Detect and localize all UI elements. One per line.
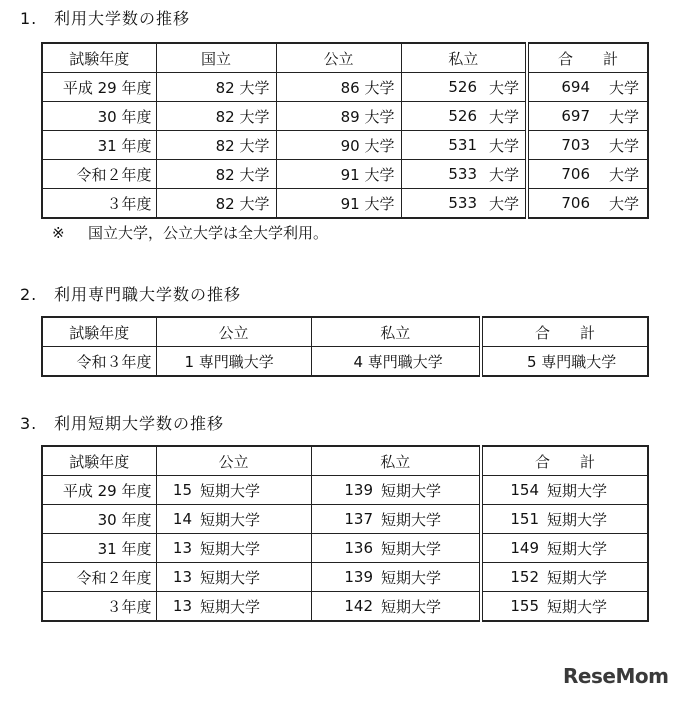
cell-public: 90 大学 <box>276 131 401 160</box>
footnote <box>52 222 328 243</box>
cell-total-unit: 短期大学 <box>545 476 648 505</box>
cell-total-num: 154 <box>481 476 545 505</box>
cell-private-num: 533 <box>401 160 483 189</box>
cell-private-num: 531 <box>401 131 483 160</box>
cell-public: 89 大学 <box>276 102 401 131</box>
header-national: 国立 <box>156 43 276 73</box>
section2-title <box>20 282 241 305</box>
cell-private-unit: 短期大学 <box>379 592 481 622</box>
header-total: 合 計 <box>481 446 648 476</box>
cell-total-num: 703 <box>527 131 596 160</box>
junior-college-table <box>41 445 649 622</box>
cell-total-unit: 大学 <box>596 189 648 219</box>
cell-national: 82 大学 <box>156 160 276 189</box>
cell-private-num: 136 <box>311 534 379 563</box>
cell-total-unit: 短期大学 <box>545 505 648 534</box>
cell-year: 令和２年度 <box>42 160 156 189</box>
cell-public-unit: 短期大学 <box>198 592 311 622</box>
cell-private-num: 533 <box>401 189 483 219</box>
cell-public: 1 専門職大学 <box>156 347 311 377</box>
cell-year: 平成 29 年度 <box>42 73 156 102</box>
university-count-table <box>41 42 649 219</box>
cell-national: 82 大学 <box>156 189 276 219</box>
cell-private-unit: 大学 <box>483 189 527 219</box>
cell-year: ３年度 <box>42 189 156 219</box>
cell-private-unit: 短期大学 <box>379 563 481 592</box>
table-row <box>42 563 648 592</box>
section1-title-text: 利用大学数の推移 <box>54 9 191 28</box>
cell-private-num: 139 <box>311 563 379 592</box>
header-total: 合 計 <box>481 317 648 347</box>
cell-total-num: 697 <box>527 102 596 131</box>
cell-private-num: 526 <box>401 102 483 131</box>
cell-year: 31 年度 <box>42 131 156 160</box>
cell-total-unit: 短期大学 <box>545 592 648 622</box>
table-row <box>42 592 648 622</box>
cell-private: 4 専門職大学 <box>311 347 481 377</box>
header-private: 私立 <box>311 317 481 347</box>
cell-private-unit: 短期大学 <box>379 476 481 505</box>
table-row <box>42 160 648 189</box>
cell-total-num: 155 <box>481 592 545 622</box>
header-year: 試験年度 <box>42 43 156 73</box>
cell-public-unit: 短期大学 <box>198 476 311 505</box>
table-row <box>42 505 648 534</box>
cell-public: 86 大学 <box>276 73 401 102</box>
table-header-row <box>42 43 648 73</box>
header-public: 公立 <box>276 43 401 73</box>
header-year: 試験年度 <box>42 446 156 476</box>
cell-year: ３年度 <box>42 592 156 622</box>
header-year: 試験年度 <box>42 317 156 347</box>
logo-text-a: Rese <box>563 664 616 688</box>
cell-total-num: 151 <box>481 505 545 534</box>
cell-private-num: 142 <box>311 592 379 622</box>
cell-public: 91 大学 <box>276 160 401 189</box>
section1-number: 1. <box>20 9 38 28</box>
table-row <box>42 476 648 505</box>
table-row <box>42 131 648 160</box>
cell-private-unit: 大学 <box>483 73 527 102</box>
cell-total-unit: 大学 <box>596 73 648 102</box>
table-row <box>42 347 648 377</box>
logo-text-b: Mom <box>615 664 669 688</box>
cell-public: 91 大学 <box>276 189 401 219</box>
cell-public-num: 13 <box>156 534 198 563</box>
cell-public-unit: 短期大学 <box>198 505 311 534</box>
cell-public-unit: 短期大学 <box>198 563 311 592</box>
header-total: 合 計 <box>527 43 648 73</box>
cell-national: 82 大学 <box>156 131 276 160</box>
section3-number: 3. <box>20 414 38 433</box>
cell-public-num: 13 <box>156 563 198 592</box>
header-public: 公立 <box>156 446 311 476</box>
cell-total-unit: 大学 <box>596 102 648 131</box>
professional-university-table <box>41 316 649 377</box>
cell-private-unit: 短期大学 <box>379 505 481 534</box>
resemom-logo <box>563 664 668 688</box>
section3-title-text: 利用短期大学数の推移 <box>54 414 225 433</box>
cell-year: 令和２年度 <box>42 563 156 592</box>
note-text: 国立大学，公立大学は全大学利用。 <box>88 224 329 242</box>
cell-public-num: 15 <box>156 476 198 505</box>
cell-private-unit: 大学 <box>483 131 527 160</box>
note-mark: ※ <box>52 224 65 242</box>
cell-public-num: 14 <box>156 505 198 534</box>
cell-total-num: 152 <box>481 563 545 592</box>
table-header-row <box>42 317 648 347</box>
cell-public-num: 13 <box>156 592 198 622</box>
cell-national: 82 大学 <box>156 102 276 131</box>
cell-year: 令和３年度 <box>42 347 156 377</box>
table-row <box>42 534 648 563</box>
cell-private-num: 137 <box>311 505 379 534</box>
cell-public-unit: 短期大学 <box>198 534 311 563</box>
cell-year: 31 年度 <box>42 534 156 563</box>
header-private: 私立 <box>311 446 481 476</box>
header-private: 私立 <box>401 43 527 73</box>
cell-private-unit: 大学 <box>483 102 527 131</box>
section1-title <box>20 6 190 29</box>
cell-private-num: 526 <box>401 73 483 102</box>
table-row <box>42 189 648 219</box>
cell-private-num: 139 <box>311 476 379 505</box>
header-public: 公立 <box>156 317 311 347</box>
cell-national: 82 大学 <box>156 73 276 102</box>
table-row <box>42 73 648 102</box>
cell-total-num: 149 <box>481 534 545 563</box>
cell-total: 5 専門職大学 <box>481 347 648 377</box>
cell-private-unit: 短期大学 <box>379 534 481 563</box>
cell-total-num: 706 <box>527 189 596 219</box>
cell-total-unit: 大学 <box>596 131 648 160</box>
cell-year: 30 年度 <box>42 102 156 131</box>
cell-total-num: 694 <box>527 73 596 102</box>
section2-title-text: 利用専門職大学数の推移 <box>54 285 242 304</box>
section2-number: 2. <box>20 285 38 304</box>
table-row <box>42 102 648 131</box>
cell-total-unit: 短期大学 <box>545 563 648 592</box>
cell-total-num: 706 <box>527 160 596 189</box>
cell-total-unit: 大学 <box>596 160 648 189</box>
section3-title <box>20 411 224 434</box>
cell-year: 30 年度 <box>42 505 156 534</box>
cell-private-unit: 大学 <box>483 160 527 189</box>
table-header-row <box>42 446 648 476</box>
cell-year: 平成 29 年度 <box>42 476 156 505</box>
cell-total-unit: 短期大学 <box>545 534 648 563</box>
